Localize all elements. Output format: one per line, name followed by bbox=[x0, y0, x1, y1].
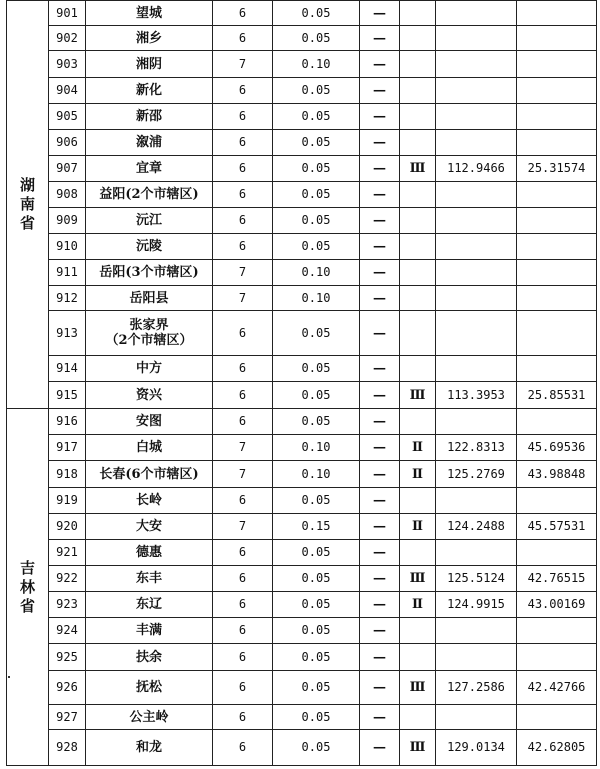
province-name: 吉林省 bbox=[20, 558, 36, 615]
city-name: 安图 bbox=[86, 409, 213, 435]
acceleration-value: 0.05 bbox=[273, 104, 360, 130]
group-value: — bbox=[360, 51, 400, 78]
row-number: 910 bbox=[49, 234, 86, 260]
table-row bbox=[7, 409, 597, 435]
row-number: 919 bbox=[49, 488, 86, 514]
latitude-value bbox=[517, 182, 597, 208]
acceleration-value: 0.10 bbox=[273, 461, 360, 488]
zone-value bbox=[400, 286, 436, 311]
group-value: — bbox=[360, 566, 400, 592]
group-value: — bbox=[360, 234, 400, 260]
province-cell bbox=[7, 409, 49, 766]
intensity-value: 7 bbox=[213, 461, 273, 488]
acceleration-value: 0.05 bbox=[273, 566, 360, 592]
group-value: — bbox=[360, 435, 400, 461]
latitude-value: 45.57531 bbox=[517, 514, 597, 540]
acceleration-value: 0.05 bbox=[273, 592, 360, 618]
row-number: 908 bbox=[49, 182, 86, 208]
city-name: 新邵 bbox=[86, 104, 213, 130]
longitude-value bbox=[436, 488, 517, 514]
group-value: — bbox=[360, 104, 400, 130]
table-row bbox=[7, 26, 597, 51]
acceleration-value: 0.05 bbox=[273, 671, 360, 705]
intensity-value: 7 bbox=[213, 435, 273, 461]
table-row bbox=[7, 730, 597, 766]
row-number: 918 bbox=[49, 461, 86, 488]
row-number: 909 bbox=[49, 208, 86, 234]
city-name: 白城 bbox=[86, 435, 213, 461]
city-name: 湘乡 bbox=[86, 26, 213, 51]
acceleration-value: 0.05 bbox=[273, 78, 360, 104]
row-number: 904 bbox=[49, 78, 86, 104]
latitude-value bbox=[517, 1, 597, 26]
city-name: 宜章 bbox=[86, 156, 213, 182]
zone-value bbox=[400, 260, 436, 286]
longitude-value: 125.2769 bbox=[436, 461, 517, 488]
longitude-value: 122.8313 bbox=[436, 435, 517, 461]
zone-value bbox=[400, 488, 436, 514]
intensity-value: 6 bbox=[213, 234, 273, 260]
longitude-value bbox=[436, 104, 517, 130]
acceleration-value: 0.05 bbox=[273, 540, 360, 566]
longitude-value: 127.2586 bbox=[436, 671, 517, 705]
latitude-value bbox=[517, 26, 597, 51]
city-name: 岳阳(3个市辖区) bbox=[86, 260, 213, 286]
longitude-value bbox=[436, 286, 517, 311]
intensity-value: 7 bbox=[213, 51, 273, 78]
group-value: — bbox=[360, 671, 400, 705]
latitude-value bbox=[517, 618, 597, 644]
longitude-value bbox=[436, 1, 517, 26]
group-value: — bbox=[360, 618, 400, 644]
table-row bbox=[7, 234, 597, 260]
acceleration-value: 0.05 bbox=[273, 705, 360, 730]
intensity-value: 6 bbox=[213, 104, 273, 130]
longitude-value: 129.0134 bbox=[436, 730, 517, 766]
zone-value: Ⅱ bbox=[400, 435, 436, 461]
acceleration-value: 0.10 bbox=[273, 286, 360, 311]
row-number: 917 bbox=[49, 435, 86, 461]
row-number: 926 bbox=[49, 671, 86, 705]
table-row bbox=[7, 156, 597, 182]
table-row bbox=[7, 130, 597, 156]
row-number: 925 bbox=[49, 644, 86, 671]
group-value: — bbox=[360, 514, 400, 540]
city-name: 沅陵 bbox=[86, 234, 213, 260]
intensity-value: 6 bbox=[213, 156, 273, 182]
table-row bbox=[7, 705, 597, 730]
zone-value bbox=[400, 644, 436, 671]
group-value: — bbox=[360, 356, 400, 382]
latitude-value bbox=[517, 705, 597, 730]
longitude-value bbox=[436, 51, 517, 78]
acceleration-value: 0.10 bbox=[273, 435, 360, 461]
table-row bbox=[7, 286, 597, 311]
acceleration-value: 0.05 bbox=[273, 618, 360, 644]
acceleration-value: 0.05 bbox=[273, 409, 360, 435]
zone-value: Ⅲ bbox=[400, 156, 436, 182]
latitude-value bbox=[517, 234, 597, 260]
zone-value bbox=[400, 311, 436, 356]
table-row bbox=[7, 260, 597, 286]
longitude-value: 124.9915 bbox=[436, 592, 517, 618]
zone-value bbox=[400, 1, 436, 26]
intensity-value: 6 bbox=[213, 488, 273, 514]
longitude-value bbox=[436, 311, 517, 356]
group-value: — bbox=[360, 409, 400, 435]
acceleration-value: 0.05 bbox=[273, 730, 360, 766]
row-number: 923 bbox=[49, 592, 86, 618]
latitude-value bbox=[517, 260, 597, 286]
latitude-value bbox=[517, 409, 597, 435]
acceleration-value: 0.15 bbox=[273, 514, 360, 540]
table-row bbox=[7, 435, 597, 461]
latitude-value: 25.31574 bbox=[517, 156, 597, 182]
city-name: 张家界 （2个市辖区） bbox=[86, 311, 213, 356]
table-row bbox=[7, 540, 597, 566]
table-row bbox=[7, 356, 597, 382]
table-row bbox=[7, 382, 597, 409]
city-name: 抚松 bbox=[86, 671, 213, 705]
table-row bbox=[7, 566, 597, 592]
province-cell bbox=[7, 1, 49, 409]
longitude-value bbox=[436, 540, 517, 566]
latitude-value: 42.62805 bbox=[517, 730, 597, 766]
city-name: 扶余 bbox=[86, 644, 213, 671]
group-value: — bbox=[360, 382, 400, 409]
intensity-value: 6 bbox=[213, 730, 273, 766]
zone-value: Ⅱ bbox=[400, 461, 436, 488]
row-number: 905 bbox=[49, 104, 86, 130]
table-row bbox=[7, 1, 597, 26]
zone-value bbox=[400, 618, 436, 644]
zone-value: Ⅱ bbox=[400, 514, 436, 540]
longitude-value bbox=[436, 409, 517, 435]
row-number: 911 bbox=[49, 260, 86, 286]
data-table bbox=[6, 0, 597, 766]
row-number: 902 bbox=[49, 26, 86, 51]
intensity-value: 6 bbox=[213, 566, 273, 592]
city-name: 大安 bbox=[86, 514, 213, 540]
row-number: 907 bbox=[49, 156, 86, 182]
table-row bbox=[7, 182, 597, 208]
intensity-value: 6 bbox=[213, 182, 273, 208]
group-value: — bbox=[360, 1, 400, 26]
longitude-value: 125.5124 bbox=[436, 566, 517, 592]
intensity-value: 6 bbox=[213, 356, 273, 382]
intensity-value: 7 bbox=[213, 260, 273, 286]
zone-value: Ⅲ bbox=[400, 382, 436, 409]
table-row bbox=[7, 618, 597, 644]
intensity-value: 6 bbox=[213, 592, 273, 618]
longitude-value bbox=[436, 260, 517, 286]
group-value: — bbox=[360, 461, 400, 488]
row-number: 924 bbox=[49, 618, 86, 644]
group-value: — bbox=[360, 208, 400, 234]
table-row bbox=[7, 488, 597, 514]
city-name: 望城 bbox=[86, 1, 213, 26]
zone-value bbox=[400, 130, 436, 156]
stray-mark bbox=[8, 676, 10, 678]
table-row bbox=[7, 104, 597, 130]
latitude-value: 42.76515 bbox=[517, 566, 597, 592]
latitude-value bbox=[517, 51, 597, 78]
group-value: — bbox=[360, 130, 400, 156]
intensity-value: 6 bbox=[213, 618, 273, 644]
intensity-value: 6 bbox=[213, 311, 273, 356]
group-value: — bbox=[360, 488, 400, 514]
city-name: 新化 bbox=[86, 78, 213, 104]
latitude-value: 42.42766 bbox=[517, 671, 597, 705]
longitude-value bbox=[436, 618, 517, 644]
city-name: 岳阳县 bbox=[86, 286, 213, 311]
acceleration-value: 0.05 bbox=[273, 356, 360, 382]
zone-value bbox=[400, 356, 436, 382]
zone-value bbox=[400, 705, 436, 730]
group-value: — bbox=[360, 311, 400, 356]
acceleration-value: 0.05 bbox=[273, 26, 360, 51]
longitude-value: 124.2488 bbox=[436, 514, 517, 540]
city-name: 公主岭 bbox=[86, 705, 213, 730]
table-row bbox=[7, 514, 597, 540]
acceleration-value: 0.05 bbox=[273, 156, 360, 182]
latitude-value bbox=[517, 356, 597, 382]
city-name: 沅江 bbox=[86, 208, 213, 234]
zone-value: Ⅲ bbox=[400, 566, 436, 592]
intensity-value: 6 bbox=[213, 208, 273, 234]
table-row bbox=[7, 461, 597, 488]
row-number: 928 bbox=[49, 730, 86, 766]
longitude-value bbox=[436, 182, 517, 208]
table-row bbox=[7, 671, 597, 705]
latitude-value: 25.85531 bbox=[517, 382, 597, 409]
intensity-value: 6 bbox=[213, 382, 273, 409]
intensity-value: 6 bbox=[213, 671, 273, 705]
group-value: — bbox=[360, 705, 400, 730]
longitude-value bbox=[436, 78, 517, 104]
group-value: — bbox=[360, 26, 400, 51]
longitude-value bbox=[436, 234, 517, 260]
row-number: 916 bbox=[49, 409, 86, 435]
row-number: 912 bbox=[49, 286, 86, 311]
intensity-value: 6 bbox=[213, 540, 273, 566]
table-row bbox=[7, 311, 597, 356]
row-number: 903 bbox=[49, 51, 86, 78]
longitude-value bbox=[436, 26, 517, 51]
latitude-value bbox=[517, 286, 597, 311]
intensity-value: 6 bbox=[213, 1, 273, 26]
city-name: 溆浦 bbox=[86, 130, 213, 156]
acceleration-value: 0.10 bbox=[273, 51, 360, 78]
intensity-value: 7 bbox=[213, 286, 273, 311]
zone-value: Ⅱ bbox=[400, 592, 436, 618]
city-name: 德惠 bbox=[86, 540, 213, 566]
latitude-value: 43.00169 bbox=[517, 592, 597, 618]
table-row bbox=[7, 78, 597, 104]
city-name: 益阳(2个市辖区) bbox=[86, 182, 213, 208]
longitude-value bbox=[436, 208, 517, 234]
row-number: 915 bbox=[49, 382, 86, 409]
group-value: — bbox=[360, 730, 400, 766]
group-value: — bbox=[360, 540, 400, 566]
latitude-value bbox=[517, 644, 597, 671]
group-value: — bbox=[360, 644, 400, 671]
longitude-value: 112.9466 bbox=[436, 156, 517, 182]
row-number: 920 bbox=[49, 514, 86, 540]
city-name: 长春(6个市辖区) bbox=[86, 461, 213, 488]
intensity-value: 6 bbox=[213, 26, 273, 51]
group-value: — bbox=[360, 286, 400, 311]
intensity-value: 6 bbox=[213, 78, 273, 104]
row-number: 922 bbox=[49, 566, 86, 592]
zone-value bbox=[400, 26, 436, 51]
zone-value bbox=[400, 208, 436, 234]
intensity-value: 6 bbox=[213, 644, 273, 671]
zone-value: Ⅲ bbox=[400, 671, 436, 705]
longitude-value bbox=[436, 644, 517, 671]
acceleration-value: 0.05 bbox=[273, 311, 360, 356]
acceleration-value: 0.05 bbox=[273, 488, 360, 514]
table-row bbox=[7, 592, 597, 618]
latitude-value bbox=[517, 104, 597, 130]
row-number: 901 bbox=[49, 1, 86, 26]
city-name: 丰满 bbox=[86, 618, 213, 644]
latitude-value bbox=[517, 130, 597, 156]
acceleration-value: 0.05 bbox=[273, 1, 360, 26]
zone-value bbox=[400, 51, 436, 78]
group-value: — bbox=[360, 592, 400, 618]
city-name: 资兴 bbox=[86, 382, 213, 409]
acceleration-value: 0.05 bbox=[273, 644, 360, 671]
acceleration-value: 0.05 bbox=[273, 382, 360, 409]
zone-value bbox=[400, 182, 436, 208]
zone-value bbox=[400, 78, 436, 104]
table-row bbox=[7, 51, 597, 78]
latitude-value bbox=[517, 311, 597, 356]
row-number: 913 bbox=[49, 311, 86, 356]
longitude-value bbox=[436, 356, 517, 382]
zone-value bbox=[400, 409, 436, 435]
zone-value bbox=[400, 234, 436, 260]
row-number: 927 bbox=[49, 705, 86, 730]
latitude-value: 43.98848 bbox=[517, 461, 597, 488]
zone-value: Ⅲ bbox=[400, 730, 436, 766]
acceleration-value: 0.05 bbox=[273, 208, 360, 234]
group-value: — bbox=[360, 182, 400, 208]
group-value: — bbox=[360, 156, 400, 182]
table-row bbox=[7, 644, 597, 671]
longitude-value: 113.3953 bbox=[436, 382, 517, 409]
city-name: 中方 bbox=[86, 356, 213, 382]
zone-value bbox=[400, 104, 436, 130]
acceleration-value: 0.05 bbox=[273, 182, 360, 208]
latitude-value: 45.69536 bbox=[517, 435, 597, 461]
intensity-value: 6 bbox=[213, 130, 273, 156]
acceleration-value: 0.10 bbox=[273, 260, 360, 286]
zone-value bbox=[400, 540, 436, 566]
row-number: 921 bbox=[49, 540, 86, 566]
row-number: 906 bbox=[49, 130, 86, 156]
latitude-value bbox=[517, 78, 597, 104]
city-name: 湘阴 bbox=[86, 51, 213, 78]
table-row bbox=[7, 208, 597, 234]
acceleration-value: 0.05 bbox=[273, 234, 360, 260]
row-number: 914 bbox=[49, 356, 86, 382]
longitude-value bbox=[436, 705, 517, 730]
city-name: 长岭 bbox=[86, 488, 213, 514]
latitude-value bbox=[517, 540, 597, 566]
latitude-value bbox=[517, 208, 597, 234]
intensity-value: 6 bbox=[213, 705, 273, 730]
city-name: 和龙 bbox=[86, 730, 213, 766]
group-value: — bbox=[360, 78, 400, 104]
acceleration-value: 0.05 bbox=[273, 130, 360, 156]
group-value: — bbox=[360, 260, 400, 286]
intensity-value: 6 bbox=[213, 409, 273, 435]
province-name: 湖南省 bbox=[20, 176, 36, 232]
city-name: 东丰 bbox=[86, 566, 213, 592]
intensity-value: 7 bbox=[213, 514, 273, 540]
latitude-value bbox=[517, 488, 597, 514]
city-name: 东辽 bbox=[86, 592, 213, 618]
longitude-value bbox=[436, 130, 517, 156]
